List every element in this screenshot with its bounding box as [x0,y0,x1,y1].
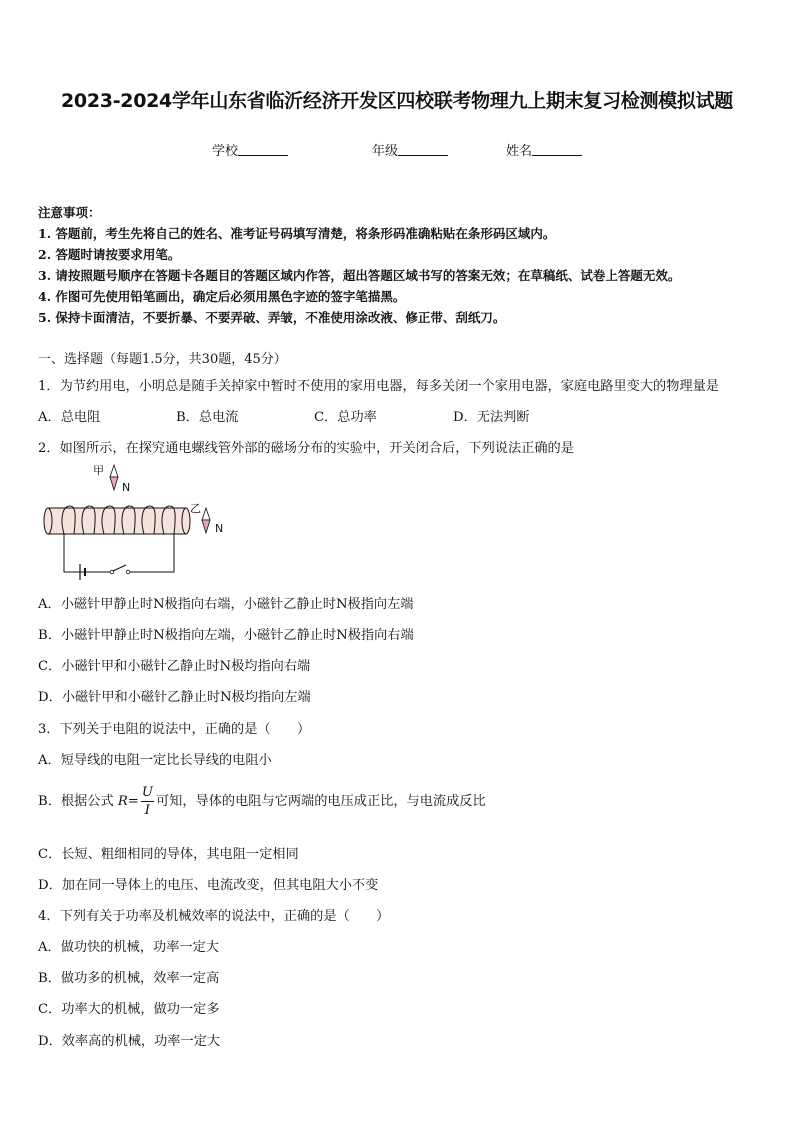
needle-b-label: 乙 [190,502,201,515]
q1-option-d[interactable]: D．无法判断 [453,410,530,425]
q3-option-b-prefix: B．根据公式 [38,794,114,810]
needle-a-pole-label: N [122,481,131,494]
formula-numerator: U [141,786,154,802]
solenoid-figure [40,460,240,582]
formula-lhs: R= [117,794,139,810]
needle-a-label: 甲 [93,464,104,477]
notice-item: 5. 保持卡面清洁，不要折暴、不要弄破、弄皱，不准使用涂改液、修正带、刮纸刀。 [38,310,506,325]
notice-item: 2. 答题时请按要求用笔。 [38,247,181,262]
q1-option-a[interactable]: A．总电阻 [38,410,101,425]
notice-item: 4. 作图可先使用铅笔画出，确定后必须用黑色字迹的签字笔描黑。 [38,289,406,304]
notice-item: 1. 答题前，考生先将自己的姓名、准考证号码填写清楚，将条形码准确粘贴在条形码区域内。 [38,226,556,241]
switch-icon [85,565,130,574]
school-field[interactable] [212,140,288,159]
question-3-stem: 3．下列关于电阻的说法中，正确的是（ ） [38,722,311,737]
q2-option-c[interactable]: C．小磁针甲和小磁针乙静止时N极均指向右端 [38,659,311,674]
q3-option-c[interactable]: C．长短、粗细相同的导体，其电阻一定相同 [38,847,299,862]
grade-blank[interactable] [398,142,448,156]
school-label: 学校 [212,144,239,159]
q3-option-d[interactable]: D．加在同一导体上的电压、电流改变，但其电阻大小不变 [38,878,379,893]
q3-option-b-suffix: 可知，导体的电阻与它两端的电压成正比，与电流成反比 [155,794,486,810]
q4-option-c[interactable]: C．功率大的机械，做功一定多 [38,1002,220,1017]
notice-item: 3. 请按照题号顺序在答题卡各题目的答题区域内作答，超出答题区域书写的答案无效；在草稿纸、试卷上答题无效。 [38,268,681,283]
formula-denominator: I [144,803,150,819]
q1-option-c[interactable]: C．总功率 [314,410,377,425]
formula-fraction [141,786,154,817]
solenoid-coil [44,506,190,534]
name-field[interactable] [506,140,582,159]
compass-needle-b [202,508,210,533]
question-4-stem: 4．下列有关于功率及机械效率的说法中，正确的是（ ） [38,909,390,924]
school-blank[interactable] [238,142,288,156]
name-blank[interactable] [532,142,582,156]
q3-option-a[interactable]: A．短导线的电阻一定比长导线的电阻小 [38,753,272,768]
q2-option-d[interactable]: D．小磁针甲和小磁针乙静止时N极均指向左端 [38,690,311,705]
grade-label: 年级 [372,144,399,159]
compass-needle-a [110,465,118,490]
q4-option-a[interactable]: A．做功快的机械，功率一定大 [38,940,219,955]
q1-option-b[interactable]: B．总电流 [176,410,239,425]
q4-option-d[interactable]: D．效率高的机械，功率一定大 [38,1034,221,1049]
section-heading: 一、选择题（每题1.5分，共30题，45分） [38,352,287,367]
q2-option-a[interactable]: A．小磁针甲静止时N极指向右端，小磁针乙静止时N极指向左端 [38,597,414,612]
exam-title: 2023-2024学年山东省临沂经济开发区四校联考物理九上期末复习检测模拟试题 [61,90,733,112]
q3-option-b[interactable] [38,786,486,817]
grade-field[interactable] [372,140,448,159]
q2-option-b[interactable]: B．小磁针甲静止时N极指向左端，小磁针乙静止时N极指向右端 [38,628,414,643]
notice-heading: 注意事项： [38,205,101,220]
question-2-stem: 2．如图所示，在探究通电螺线管外部的磁场分布的实验中，开关闭合后，下列说法正确的是 [38,441,574,456]
question-1-stem: 1．为节约用电，小明总是随手关掉家中暂时不使用的家用电器，每多关闭一个家用电器，家庭电路里变大的物理量是 [38,379,719,394]
q4-option-b[interactable]: B．做功多的机械，效率一定高 [38,971,220,986]
needle-b-pole-label: N [215,522,224,535]
name-label: 姓名 [506,144,533,159]
